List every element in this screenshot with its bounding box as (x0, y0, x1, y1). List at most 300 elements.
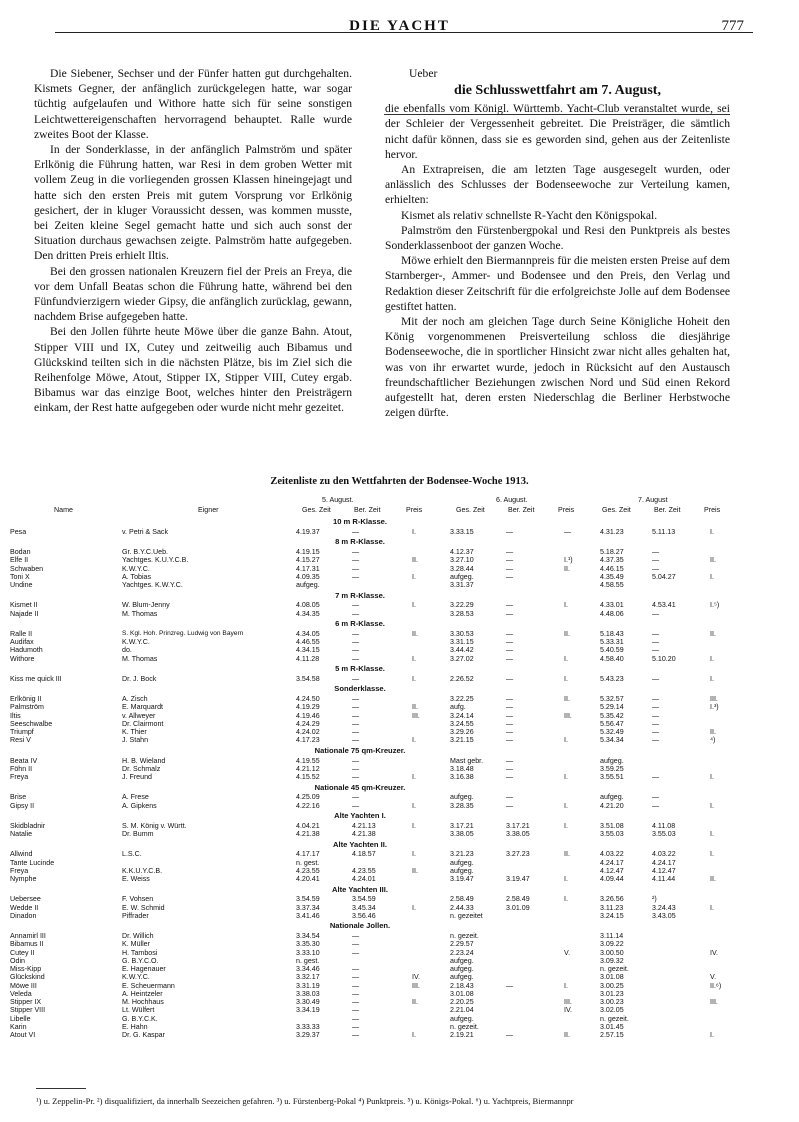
cell-preis6: — (564, 527, 572, 536)
cell-owner: M. Thomas (122, 609, 158, 618)
cell-ges6: 3.21.23 (450, 850, 474, 859)
cell-name: Triumpf (10, 728, 34, 737)
cell-preis7: I. (710, 801, 714, 810)
header-rule (55, 32, 753, 33)
cell-ber5: 4.23.55 (352, 866, 376, 875)
cell-ges5: 4.20.41 (296, 875, 320, 884)
cell-ges5: 4.21.38 (296, 830, 320, 839)
cell-ber7: — (652, 801, 660, 810)
cell-ges5: 4.19.46 (296, 711, 320, 720)
cell-ges7: 2.57.15 (600, 1031, 624, 1040)
cell-ges5: 3.54.59 (296, 895, 320, 904)
paragraph: Kismet als relativ schnellste R-Yacht den Königspokal. (401, 208, 658, 222)
section-title: Alte Yachten II. (333, 839, 387, 849)
cell-ges7: 4.46.15 (600, 564, 624, 573)
cell-ges6: 2.23.24 (450, 948, 474, 957)
cell-owner: K.W.Y.C. (122, 638, 150, 647)
cell-name: Kismet II (10, 601, 38, 610)
cell-name: Dinadon (10, 911, 37, 920)
cell-owner: Piffrader (122, 911, 149, 920)
section-title: Alte Yachten I. (334, 811, 386, 820)
cell-ber6: — (506, 548, 514, 557)
cell-ges6: 3.16.38 (450, 773, 474, 782)
cell-preis6: I. (564, 773, 568, 782)
cell-ges7: 3.09.22 (600, 940, 624, 949)
cell-ber5: — (352, 1022, 360, 1031)
cell-preis5: II. (412, 866, 418, 875)
cell-ges6: aufgeg. (450, 572, 474, 581)
cell-ber6: — (506, 793, 514, 802)
cell-ges5: 4.17.31 (296, 564, 320, 573)
cell-owner: v. Allweyer (122, 711, 156, 720)
cell-ges5: 4.19.15 (296, 548, 320, 557)
cell-name: Miss-Kipp (10, 965, 42, 974)
paragraph: Bei den Jollen führte heute Möwe über die ganze Bahn. Atout, Stipper VIII und IX, Cutey und zeitweilig auch Bibamus und Glückskind teilten sich in die nächsten Plätze, bis im Ziel sich die Reihenfolge Möwe, Atout, Stipper IX, Stipper VIII, Cutey ergab. Bibamus war das einzige Boot, welches hinter den Preisträgern einkam, der Rest hatte aufgegeben oder wurde nicht mehr gezeitet. (34, 325, 352, 415)
cell-ber6: — (506, 764, 514, 773)
cell-name: Veleda (10, 989, 32, 998)
cell-ges6: 3.19.47 (450, 875, 474, 884)
cell-preis7: I. (710, 903, 714, 912)
cell-ber5: — (352, 703, 360, 712)
cell-name: Seeschwalbe (10, 719, 53, 728)
cell-name: Hadumoth (10, 646, 43, 655)
cell-ges5: 4.24.50 (296, 695, 320, 704)
cell-ges6: 3.30.53 (450, 629, 474, 638)
cell-preis7: I.⁵) (710, 601, 720, 610)
cell-preis6: I. (564, 981, 568, 990)
cell-ber6: — (506, 801, 514, 810)
section-title: Nationale Jollen. (329, 921, 391, 931)
cell-ber6: — (506, 736, 514, 745)
cell-ges7: 3.51.08 (600, 821, 624, 830)
cell-ber5: — (352, 989, 360, 998)
cell-preis5: II. (412, 629, 418, 638)
cell-ber7: 4.03.22 (652, 850, 676, 859)
cell-preis6: II. (564, 695, 570, 704)
cell-ges7: 5.43.23 (600, 674, 624, 683)
col-header-ges5: Ges. Zeit (302, 506, 331, 514)
cell-ges6: aufgeg. (450, 956, 474, 965)
cell-ber7: — (652, 719, 660, 728)
cell-ges5: 4.19.29 (296, 703, 320, 712)
cell-preis6: I. (564, 674, 568, 683)
cell-owner: Dr. Schmalz (122, 764, 161, 773)
cell-name: Uebersee (10, 895, 41, 904)
cell-name: Skidbladnir (10, 821, 46, 830)
cell-name: Kiss me quick III (10, 674, 62, 683)
cell-ber5: — (352, 948, 360, 957)
cell-owner: Dr. Clairmont (122, 719, 164, 728)
cell-name: Allwind (10, 850, 33, 859)
cell-ber6: — (506, 695, 514, 704)
cell-owner: A. Frese (122, 793, 149, 802)
cell-ber7: — (652, 556, 660, 565)
cell-name: Palmström (10, 703, 44, 712)
cell-ges7: aufgeg. (600, 793, 624, 802)
cell-ges6: 2.19.21 (450, 1031, 474, 1040)
cell-ges6: 3.38.05 (450, 830, 474, 839)
cell-preis7: ⁴) (710, 736, 716, 745)
cell-ges6: aufgeg. (450, 973, 474, 982)
cell-ges7: 4.31.23 (600, 527, 624, 536)
cell-ber5: — (352, 629, 360, 638)
right-column (385, 66, 730, 420)
cell-ges5: 3.29.37 (296, 1031, 320, 1040)
cell-owner: H. Tambosi (122, 948, 158, 957)
cell-ges5: 3.41.46 (296, 911, 320, 920)
cell-ges7: n. gezeit. (600, 965, 629, 974)
cell-owner: J. Stahn (122, 736, 149, 745)
cell-preis5: I. (412, 654, 416, 663)
col-header-name: Name (54, 506, 73, 514)
cell-preis6: I. (564, 736, 568, 745)
cell-owner: K.W.Y.C. (122, 564, 150, 573)
cell-preis5: I. (412, 674, 416, 683)
cell-ber5: 3.54.59 (352, 895, 376, 904)
cell-preis7: IV. (710, 948, 719, 957)
paragraph: Palmström den Fürstenbergpokal und Resi den Punktpreis als bestes Sonderklassenboot der ganzen Woche. (385, 223, 730, 253)
cell-preis6: I. (564, 801, 568, 810)
cell-ber6: — (506, 609, 514, 618)
heading-rule (384, 114, 730, 115)
cell-name: Natalie (10, 830, 33, 839)
cell-name: Freya (10, 773, 29, 782)
cell-ges5: 4.25.09 (296, 793, 320, 802)
cell-owner: K. Müller (122, 940, 150, 949)
cell-ges6: 2.21.04 (450, 1006, 474, 1015)
cell-ges7: 3.01.23 (600, 989, 624, 998)
section-heading: die Schlusswettfahrt am 7. August, (454, 83, 661, 99)
cell-owner: Lt. Wülfert (122, 1006, 155, 1015)
cell-preis5: I. (412, 736, 416, 745)
cell-ges7: 3.01.08 (600, 973, 624, 982)
overline: Ueber (409, 67, 438, 80)
cell-ges6: n. gezeit. (450, 932, 479, 941)
cell-name: Libelle (10, 1014, 31, 1023)
cell-ber6: — (506, 703, 514, 712)
cell-preis5: I. (412, 801, 416, 810)
cell-ges7: 3.00.23 (600, 998, 624, 1007)
cell-preis5: I. (412, 527, 416, 536)
cell-owner: G. B.Y.C.O. (122, 956, 159, 965)
cell-preis7: II. (710, 875, 716, 884)
cell-name: Karin (10, 1022, 27, 1031)
cell-ges5: 3.34.19 (296, 1006, 320, 1015)
cell-preis5: I. (412, 572, 416, 581)
cell-name: Annamirl III (10, 932, 46, 941)
cell-ber7: — (652, 564, 660, 573)
cell-ges6: 3.28.35 (450, 801, 474, 810)
cell-name: Ralle II (10, 629, 33, 638)
cell-ges6: n. gezeitet (450, 911, 483, 920)
cell-ges5: 3.32.17 (296, 973, 320, 982)
cell-name: Nymphe (10, 875, 37, 884)
cell-ges6: Mast gebr. (450, 756, 484, 765)
cell-preis5: I. (412, 1031, 416, 1040)
cell-preis5: I. (412, 773, 416, 782)
cell-ber7: — (652, 609, 660, 618)
cell-name: Stipper VIII (10, 1006, 46, 1015)
cell-ber7: 4.11.44 (652, 875, 676, 884)
cell-ber5: — (352, 609, 360, 618)
cell-ges5: 4.34.35 (296, 609, 320, 618)
cell-owner: A. Tobias (122, 572, 152, 581)
cell-ges6: 3.24.14 (450, 711, 474, 720)
cell-ges5: 4.19.55 (296, 756, 320, 765)
cell-ber6: — (506, 638, 514, 647)
cell-ber7: — (652, 703, 660, 712)
cell-name: Resi V (10, 736, 31, 745)
cell-owner: E. Hagenauer (122, 965, 166, 974)
section-title: 6 m R-Klasse. (335, 619, 385, 628)
cell-owner: K. Thier (122, 728, 147, 737)
cell-name: Bodan (10, 548, 31, 557)
cell-ges5: 4.34.05 (296, 629, 320, 638)
cell-ber5: 3.56.46 (352, 911, 376, 920)
cell-ges7: 4.58.40 (600, 654, 624, 663)
section-title: 7 m R-Klasse. (335, 590, 385, 600)
cell-owner: M. Thomas (122, 654, 158, 663)
cell-ges7: 4.09.44 (600, 875, 624, 884)
cell-preis5: III. (412, 711, 420, 720)
cell-ges7: 4.58.55 (600, 581, 624, 590)
cell-ges7: 3.55.03 (600, 830, 624, 839)
cell-preis5: II. (412, 703, 418, 712)
cell-ber7: 5.10.20 (652, 654, 676, 663)
cell-ges6: 3.01.08 (450, 989, 474, 998)
paragraph: Mit der noch am gleichen Tage durch Seine Königliche Hoheit den König vorgenommenen Preisverteilung schloss die diesjährige Bodenseewoche, die in sportlicher Hinsicht zwar nicht alles gehalten hat, was von ihr erwartet wurde, jedoch in Rücksicht auf den Austausch freundschaftlicher Beziehungen zwischen Nord und Süd einen Rekord aufgestellt hat, deren ersten Niederschlag die Berliner Herbstwoche zeigen dürfte. (385, 315, 730, 420)
cell-name: Elfe II (10, 556, 29, 565)
cell-ges5: 4.46.55 (296, 638, 320, 647)
cell-preis7: I. (710, 572, 714, 581)
cell-name: Toni X (10, 572, 30, 581)
cell-name: Iltis (10, 711, 21, 720)
cell-ber5: — (352, 981, 360, 990)
cell-ges6: aufgeg. (450, 1014, 474, 1023)
cell-ber7: — (652, 711, 660, 720)
col-header-ges7: Ges. Zeit (602, 506, 631, 514)
cell-preis6: III. (564, 711, 572, 720)
cell-ges7: 4.03.22 (600, 850, 624, 859)
section-title: 8 m R-Klasse. (335, 537, 385, 547)
cell-ber7: 4.11.08 (652, 821, 676, 830)
cell-ges6: 3.22.29 (450, 601, 474, 610)
cell-name: Najade II (10, 609, 39, 618)
cell-ges7: 3.01.45 (600, 1022, 624, 1031)
cell-owner: A. Heintzeler (122, 989, 163, 998)
cell-owner: Gr. B.Y.C.Ueb. (122, 548, 168, 557)
cell-ges7: 4.35.49 (600, 572, 624, 581)
cell-ges5: 4.22.16 (296, 801, 320, 810)
cell-ber7: — (652, 548, 660, 557)
cell-ber5: 4.21.13 (352, 821, 376, 830)
cell-owner: L.S.C. (122, 850, 142, 859)
cell-ber6: — (506, 674, 514, 683)
cell-ber7: ²) (652, 895, 657, 904)
cell-ber7: 3.55.03 (652, 830, 676, 839)
cell-preis6: I. (564, 601, 568, 610)
cell-ges5: 4.34.15 (296, 646, 320, 655)
cell-preis7: I. (710, 773, 714, 782)
cell-ges6: 2.58.49 (450, 895, 474, 904)
cell-ges6: 3.18.48 (450, 764, 474, 773)
cell-ber6: — (506, 981, 514, 990)
cell-ges5: aufgeg. (296, 581, 320, 590)
cell-ges5: 4.15.27 (296, 556, 320, 565)
cell-name: Withore (10, 654, 35, 663)
left-column (34, 66, 352, 416)
cell-ges6: 2.26.52 (450, 674, 474, 683)
cell-owner: E. Hahn (122, 1022, 148, 1031)
cell-ber5: — (352, 1006, 360, 1015)
paragraph: Bei den grossen nationalen Kreuzern fiel der Preis an Freya, die vor dem Unfall Beatas schon die Führung hatte, während bei den Fünfundvierzigern wieder Gipsy, die anfänglich zurücklag, gewann, nachdem Brise aufgegeben hatte. (34, 264, 352, 324)
col-header-preis7: Preis (704, 506, 721, 514)
cell-preis6: III. (564, 998, 572, 1007)
cell-preis7: II. (710, 728, 716, 737)
cell-ges5: 3.31.19 (296, 981, 320, 990)
cell-owner: A. Zisch (122, 695, 148, 704)
cell-ges6: aufg. (450, 703, 466, 712)
cell-ges6: aufgeg. (450, 866, 474, 875)
cell-ber6: 3.27.23 (506, 850, 530, 859)
cell-ber5: — (352, 932, 360, 941)
cell-owner: S. Kgl. Hoh. Prinzreg. Ludwig von Bayern (122, 629, 244, 637)
cell-name: Möwe III (10, 981, 37, 990)
cell-ges7: 5.34.34 (600, 736, 624, 745)
cell-preis7: I. (710, 527, 714, 536)
cell-ber5: — (352, 654, 360, 663)
cell-ber7: 3.24.43 (652, 903, 676, 912)
cell-owner: Dr. Willich (122, 932, 154, 941)
cell-ber5: — (352, 728, 360, 737)
cell-preis6: II. (564, 564, 570, 573)
cell-ber5: — (352, 998, 360, 1007)
cell-ges7: 3.26.56 (600, 895, 624, 904)
page-header (0, 0, 799, 34)
cell-ges6: 3.27.02 (450, 654, 474, 663)
cell-ber6: — (506, 773, 514, 782)
col-header-aug7: 7. August (638, 496, 668, 504)
cell-name: Brise (10, 793, 27, 802)
cell-ber5: — (352, 801, 360, 810)
cell-name: Atout VI (10, 1031, 36, 1040)
cell-ges5: 4.24.02 (296, 728, 320, 737)
cell-preis6: II. (564, 1031, 570, 1040)
cell-ber6: — (506, 556, 514, 565)
cell-ges5: 3.30.49 (296, 998, 320, 1007)
paragraph: In der Sonderklasse, in der anfänglich Palmström und später Erlkönig die Führung hatten, war Resi in dem groben Wetter mit vollem Zeug in die vorliegenden grossen Klassen hineingejagt und hatte sich den ersten Preis mit gutem Vorsprung vor Erlkönig gesichert, der in kluger Voraussicht dessen, was kommen musste, bei Zeiten kleine Segel gemacht hatte und sich auch sonst der Situation durchaus gewachsen zeigte. Palmström hatte aufgegeben. Den dritten Preis erhielt Iltis. (34, 143, 352, 263)
cell-ges5: 3.35.30 (296, 940, 320, 949)
cell-ges7: 5.40.59 (600, 646, 624, 655)
cell-ges6: 3.27.10 (450, 556, 474, 565)
cell-preis6: II. (564, 850, 570, 859)
cell-preis7: I. (710, 850, 714, 859)
cell-ges6: 3.31.37 (450, 581, 474, 590)
cell-owner: J. Freund (122, 773, 152, 782)
cell-owner: Dr. J. Bock (122, 674, 157, 683)
cell-ber5: — (352, 548, 360, 557)
cell-name: Cutey II (10, 948, 35, 957)
cell-ges7: 5.56.47 (600, 719, 624, 728)
section-title: Alte Yachten III. (332, 884, 388, 894)
cell-owner: E. Marquardt (122, 703, 164, 712)
cell-ber5: — (352, 646, 360, 655)
paragraph: Möwe erhielt den Biermannpreis für die meisten ersten Preise auf dem Starnberger-, Ammer- und Bodensee und den Preis, den Verlag und Redaktion dieser Zeitschrift für die erfolgreichste Jolle auf dem Bodensee gestiftet hatten. (385, 254, 730, 313)
cell-name: Glückskind (10, 973, 45, 982)
col-header-ges6: Ges. Zeit (456, 506, 485, 514)
cell-owner: Yachtges. K.W.Y.C. (122, 581, 183, 590)
col-header-ber7: Ber. Zeit (654, 506, 681, 514)
cell-ges6: 3.24.55 (450, 719, 474, 728)
cell-ber5: 4.18.57 (352, 850, 376, 859)
cell-ges6: 4.12.37 (450, 548, 474, 557)
cell-ber7: 4.53.41 (652, 601, 676, 610)
cell-ges7: 5.35.42 (600, 711, 624, 720)
cell-ber6: — (506, 629, 514, 638)
cell-ber6: — (506, 572, 514, 581)
cell-ges6: aufgeg. (450, 965, 474, 974)
cell-ges7: 5.18.43 (600, 629, 624, 638)
cell-ges7: 4.37.35 (600, 556, 624, 565)
cell-ges6: 3.17.21 (450, 821, 474, 830)
cell-ges6: 3.21.15 (450, 736, 474, 745)
cell-preis6: I. (564, 654, 568, 663)
cell-owner: A. Gipkens (122, 801, 157, 810)
cell-preis7: V. (710, 973, 717, 982)
cell-ber6: 2.58.49 (506, 895, 530, 904)
cell-ges6: 3.31.15 (450, 638, 474, 647)
cell-ber6: 3.19.47 (506, 875, 530, 884)
cell-ber5: 4.21.38 (352, 830, 376, 839)
cell-ges5: 3.33.10 (296, 948, 320, 957)
cell-ges5: n. gest. (296, 858, 320, 867)
cell-preis7: II. (710, 629, 716, 638)
cell-ber7: — (652, 674, 660, 683)
cell-ber7: 4.12.47 (652, 866, 676, 875)
cell-ges7: 3.11.14 (600, 932, 624, 941)
cell-preis5: I. (412, 601, 416, 610)
cell-ges6: 3.29.26 (450, 728, 474, 737)
cell-ber5: — (352, 674, 360, 683)
col-header-ber5: Ber. Zeit (354, 506, 381, 514)
journal-title: DIE YACHT (349, 18, 450, 34)
col-header-owner: Eigner (198, 506, 219, 514)
cell-preis5: I. (412, 903, 416, 912)
cell-ber6: — (506, 564, 514, 573)
section-title: 5 m R-Klasse. (335, 664, 385, 673)
cell-preis5: I. (412, 821, 416, 830)
cell-ges7: 3.24.15 (600, 911, 624, 920)
cell-ges5: 4.24.29 (296, 719, 320, 728)
cell-name: Tante Lucinde (10, 858, 55, 867)
footnotes: ¹) u. Zeppelin-Pr. ²) disqualifiziert, da innerhalb Seezeichen gefahren. ³) u. Fürstenberg-Pokal ⁴) Punktpreis. ⁵) u. Königs-Pokal. ⁶) u. Yachtpreis, Biermannpr (36, 1096, 574, 1106)
cell-ber6: — (506, 719, 514, 728)
section-title: 10 m R-Klasse. (332, 517, 388, 526)
cell-ber5: — (352, 965, 360, 974)
cell-ber6: — (506, 728, 514, 737)
cell-ges5: 3.38.03 (296, 989, 320, 998)
cell-owner: E. W. Schmid (122, 903, 165, 912)
cell-owner: K.K.U.Y.C.B. (122, 866, 163, 875)
cell-preis5: III. (412, 981, 420, 990)
cell-name: Odin (10, 956, 25, 965)
cell-preis7: I. (710, 674, 714, 683)
cell-preis7: I. (710, 654, 714, 663)
cell-ges6: n. gezeit. (450, 1022, 479, 1031)
cell-preis6: I. (564, 895, 568, 904)
cell-ges7: 4.33.01 (600, 601, 624, 610)
cell-ber7: 5.04.27 (652, 572, 676, 581)
